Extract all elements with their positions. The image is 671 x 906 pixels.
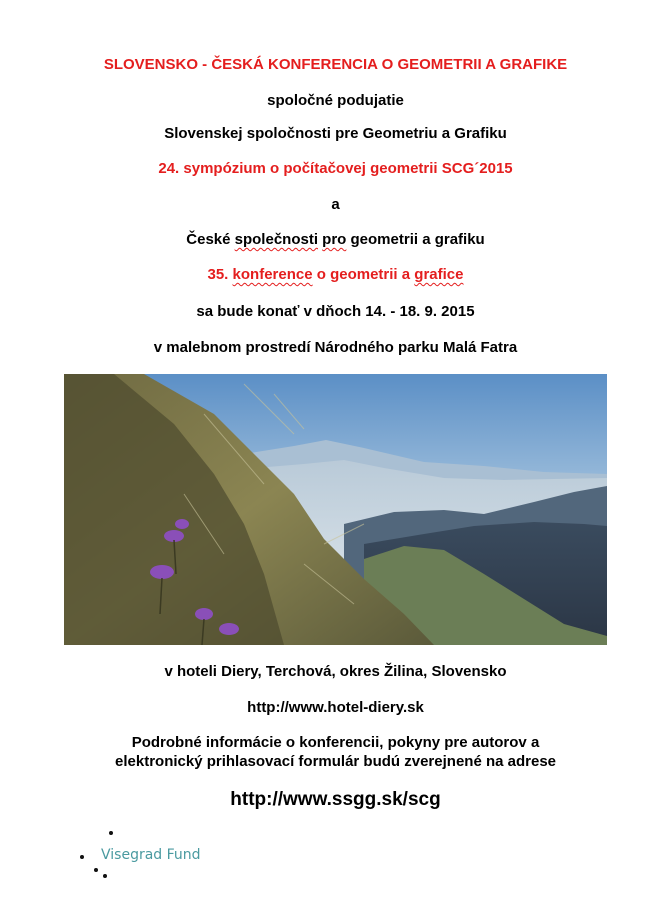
conjunction: a — [331, 196, 340, 213]
logo-dot — [109, 831, 113, 835]
society-cz-part4: pro — [322, 231, 347, 248]
mountain-photo-graphic — [64, 374, 607, 645]
society-cz — [0, 231, 671, 249]
conference-part2: konference — [232, 266, 313, 283]
hotel-url[interactable]: http://www.hotel-diery.sk — [247, 699, 424, 716]
info-line-1: Podrobné informácie o konferencii, pokyny pre autorov a — [131, 734, 540, 751]
conference-part3: o geometrii a — [312, 266, 415, 283]
conference-title: SLOVENSKO - ČESKÁ KONFERENCIA O GEOMETRII A GRAFIKE — [103, 56, 568, 73]
logo-dot — [103, 874, 107, 878]
society-cz-part1: České — [186, 231, 235, 248]
hotel-line: v hoteli Diery, Terchová, okres Žilina, Slovensko — [164, 663, 507, 680]
society-sk: Slovenskej spoločnosti pre Geometriu a Grafiku — [164, 125, 507, 142]
mountain-photo — [64, 374, 607, 645]
society-cz-part2: společnosti — [234, 231, 318, 248]
logo-dot — [80, 855, 84, 859]
logo-dot — [94, 868, 98, 872]
conference-part4: grafice — [414, 266, 464, 283]
symposium-line: 24. sympózium o počítačovej geometrii SCG´2015 — [158, 160, 513, 177]
conference-part1: 35. — [207, 266, 233, 283]
subtitle: spoločné podujatie — [267, 92, 404, 109]
logo-text: Visegrad Fund — [101, 847, 201, 863]
info-line-2: elektronický prihlasovací formulár budú zverejnené na adrese — [115, 753, 556, 770]
dates-line: sa bude konať v dňoch 14. - 18. 9. 2015 — [196, 303, 475, 320]
society-cz-part5: geometrii a grafiku — [346, 231, 485, 248]
location-line: v malebnom prostredí Národného parku Malá Fatra — [153, 339, 518, 356]
conference-url[interactable]: http://www.ssgg.sk/scg — [230, 789, 441, 810]
conference-line — [0, 266, 671, 284]
